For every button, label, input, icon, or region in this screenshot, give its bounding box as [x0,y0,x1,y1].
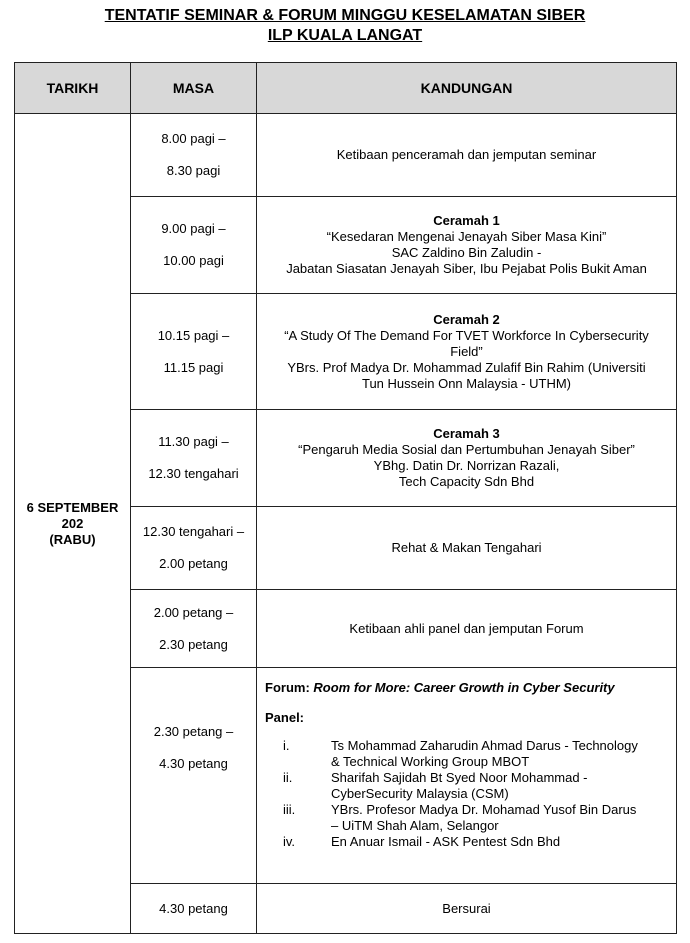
speaker-name: YBrs. Prof Madya Dr. Mohammad Zulafif Bin Rahim (Universiti [287,359,646,375]
talk-title: “Pengaruh Media Sosial dan Pertumbuhan Jenayah Siber” [298,442,635,457]
talk-title: “Kesedaran Mengenai Jenayah Siber Masa Kini” [326,229,607,244]
time-end: 10.00 pagi [163,253,224,268]
panelist-line: Ts Mohammad Zaharudin Ahmad Darus - Technology [331,738,638,753]
content-text: Ketibaan ahli panel dan jemputan Forum [349,620,584,636]
panelist-line: Sharifah Sajidah Bt Syed Noor Mohammad - [331,770,588,785]
header-content: KANDUNGAN [257,63,677,114]
time-start: 2.00 petang – [153,604,234,620]
table-header-row [15,63,677,114]
time-start: 8.00 pagi – [161,131,226,146]
time-end: 8.30 pagi [166,163,221,178]
time-single: 4.30 petang [159,900,228,916]
list-item [265,738,676,770]
list-item [265,834,676,850]
forum-label: Forum: [265,680,314,695]
document-title: TENTATIF SEMINAR & FORUM MINGGU KESELAMATAN SIBER [104,7,586,24]
date-year: 202 [61,515,84,531]
time-cell [131,197,257,294]
content-cell [257,410,677,507]
forum-heading [265,680,676,696]
time-cell [131,884,257,934]
speaker-affiliation: Tun Hussein Onn Malaysia - UTHM) [361,375,571,391]
date-cell [15,114,131,934]
time-start: 12.30 tengahari – [142,524,245,539]
panelist-line: CyberSecurity Malaysia (CSM) [331,786,509,801]
time-end: 11.15 pagi [163,359,224,375]
time-start: 10.15 pagi – [157,327,230,343]
panelist-text [331,770,676,802]
list-number: i. [283,738,290,753]
talk-heading: Ceramah 3 [433,426,500,441]
header-time: MASA [131,63,257,114]
time-cell [131,590,257,668]
time-end: 4.30 petang [159,756,228,771]
schedule-table [14,62,677,934]
time-cell [131,668,257,884]
content-text: Rehat & Makan Tengahari [391,540,542,555]
list-number: ii. [283,770,293,785]
time-start: 2.30 petang – [153,724,234,739]
date-weekday: (RABU) [49,531,96,547]
forum-title: Room for More: Career Growth in Cyber Security [313,680,615,695]
time-end: 2.30 petang [159,636,228,652]
panelist-line: YBrs. Profesor Madya Dr. Mohamad Yusof Bin Darus [331,802,637,817]
header-date: TARIKH [15,63,131,114]
date-day: 6 SEPTEMBER [26,499,119,515]
panel-label: Panel: [265,710,305,725]
panelist-text [331,802,676,834]
time-end: 2.00 petang [159,556,228,571]
list-number: iii. [283,802,296,817]
talk-heading: Ceramah 2 [433,311,500,327]
panelist-text [331,834,676,850]
time-cell [131,410,257,507]
talk-title: “A Study Of The Demand For TVET Workforce In Cybersecurity [284,327,649,343]
time-cell [131,294,257,410]
time-start: 11.30 pagi – [158,434,229,449]
panelist-line: & Technical Working Group MBOT [331,754,530,769]
speaker-name: SAC Zaldino Bin Zaludin - [391,245,542,260]
document-subtitle: ILP KUALA LANGAT [267,27,423,44]
content-cell [257,884,677,934]
list-number: iv. [283,834,296,849]
time-cell [131,507,257,590]
time-cell [131,114,257,197]
content-cell [257,294,677,410]
talk-heading: Ceramah 1 [433,213,500,228]
content-text: Bersurai [442,900,491,916]
content-cell [257,197,677,294]
time-start: 9.00 pagi – [161,221,226,236]
talk-title-cont: Field” [450,343,483,359]
table-row [15,114,677,197]
time-end: 12.30 tengahari [148,466,239,481]
list-item [265,770,676,802]
content-text: Ketibaan penceramah dan jemputan seminar [336,147,597,162]
list-item [265,802,676,834]
panelist-line: En Anuar Ismail - ASK Pentest Sdn Bhd [331,834,561,849]
speaker-affiliation: Jabatan Siasatan Jenayah Siber, Ibu Pejabat Polis Bukit Aman [286,261,647,276]
forum-cell [257,668,677,884]
content-cell [257,507,677,590]
content-cell [257,590,677,668]
speaker-name: YBhg. Datin Dr. Norrizan Razali, [373,458,560,473]
content-cell [257,114,677,197]
panelist-text [331,738,676,770]
speaker-affiliation: Tech Capacity Sdn Bhd [398,474,535,489]
panelist-line: – UiTM Shah Alam, Selangor [331,818,499,833]
